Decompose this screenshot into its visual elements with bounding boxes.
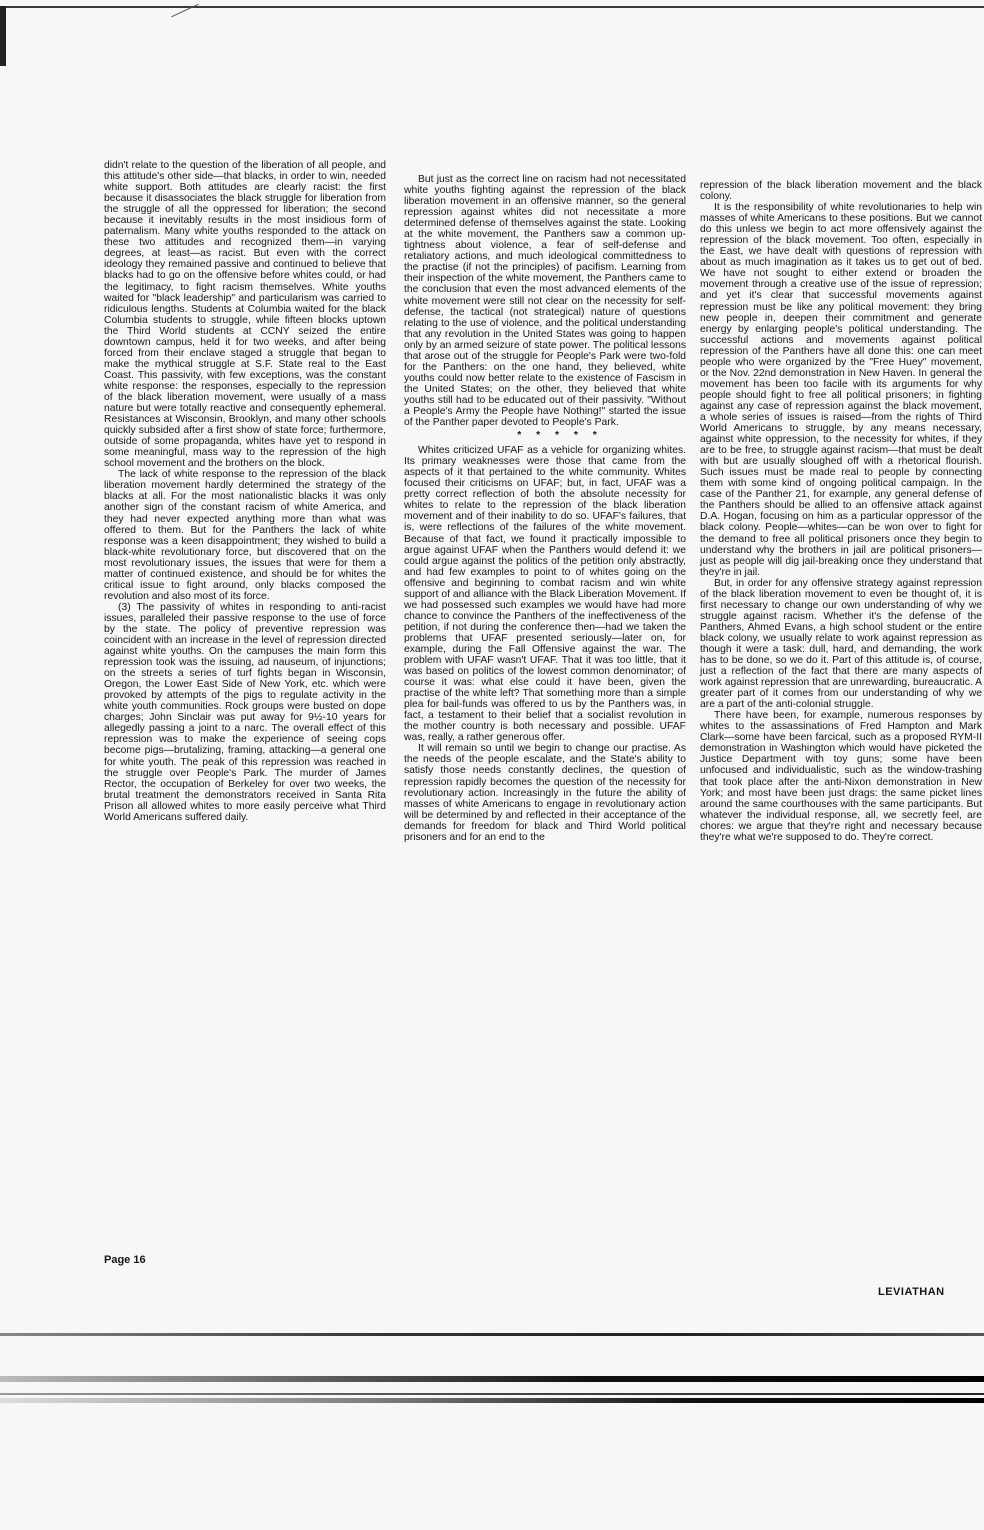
magazine-name: LEVIATHAN: [878, 1286, 945, 1298]
page-number: Page 16: [104, 1254, 146, 1266]
column-2: [404, 174, 686, 843]
paragraph: (3) The passivity of whites in responding to anti-racist issues, paralleled their passive response to the use of force by the state. The policy of preventive repression was coincident with an increase in the level of repression directed against white youths. On the campuses the main form this repression took was the issuing, ad nauseum, of injunctions; on the streets a series of turf fights began in Wisconsin, Oregon, the Lower East Side of New York, etc. which were provoked by attempts of the pigs to regulate activity in the white youth communities. Rock groups were busted on dope charges; John Sinclair was put away for 9½-10 years for allegedly passing a joint to a narc. The overall effect of this repression was to make the experience of seeing cops become pigs—brutalizing, framing, attacking—a general one for white youth. The peak of this repression was reached in the struggle over People's Park. The murder of James Rector, the occupation of Berkeley for over two weeks, the brutal treatment the demonstrators received in Santa Rita Prison all allowed whites to more easily perceive what Third World Americans suffered daily.: [104, 601, 386, 823]
paragraph: It will remain so until we begin to change our practise. As the needs of the people escalate, and the State's ability to satisfy those needs constantly declines, the question of repression rapidly becomes the question of the necessity for revolutionary action. Increasingly in the future the ability of masses of white Americans to engage in revolutionary action will be determined by and reflected in their acceptance of the demands for freedom for black and Third World political prisoners and for an end to the: [404, 743, 686, 843]
scan-artifact-line: [0, 1398, 984, 1403]
paragraph: It is the responsibility of white revolutionaries to help win masses of white Americans to these positions. But we cannot do this unless we begin to act more offensively against the repression of the black movement. Too often, especially in the East, we have dealt with questions of repression with about as much imagination as it takes us to get out of bed. We have not sought to either extend or broaden the movement through a creative use of the issue of repression; and yet it's clear that successful movements against repression must be like any political movement: they bring new people in, deepen their commitment and generate energy by enlarging people's political understanding. The successful actions and movements against political repression of the Panthers have all done this: one can meet people who were organized by the "Free Huey" movement, or the Nov. 22nd demonstration in New Haven. In general the movement has been too facile with its arguments for why people should fight to free all political prisoners; in fighting against any case of repression against the black movement, a whole series of issues is raised—from the rights of Third World Americans to struggle, by any means necessary, against white oppression, to the necessity for whites, if they are to be free, to struggle against racism—that must be dealt with but are usually sloughed off with a rhetorical flourish. Such issues must be made real to people by connecting them with some kind of ongoing political campaign. In the case of the Panther 21, for example, any general defense of the Panthers should be allied to an offensive attack against D.A. Hogan, focusing on him as a particular oppressor of the black colony. People—whites—can be won over to fight for the demand to free all political prisoners once they begin to understand why the brothers in jail are political prisoners—just as people will dig jail-breaking once they understand that they're in jail.: [700, 202, 982, 578]
scan-artifact-line: [0, 1393, 984, 1395]
paragraph: But just as the correct line on racism had not necessitated white youths fighting against the repression of the black liberation movement in an offensive manner, so the general repression against whites did not necessitate a more determined defense of themselves against the state. Looking at the white movement, the Panthers saw a common up-tightness about violence, a fear of self-defense and retaliatory actions, and much ideological committedness to the practise (if not the principles) of pacifism. Learning from their inspection of the white movement, the Panthers came to the conclusion that even the most advanced elements of the white movement were still not clear on the necessity for self-defense, the tactical (not strategical) nature of questions relating to the use of violence, and the political understanding that any revolution in the United States was going to happen only by an armed seizure of state power. The political lessons that arose out of the struggle for People's Park were two-fold for the Panthers: on the one hand, they believed, white youths could now better relate to the existence of Fascism in the United States; on the other, they believed that white youths still had to be educated out of their passivity. "Without a People's Army the People have Nothing!" started the issue of the Panther paper devoted to People's Park.: [404, 174, 686, 429]
section-break-stars: * * * * *: [517, 430, 603, 442]
scan-edge-mark: [0, 6, 6, 66]
paragraph: Whites criticized UFAF as a vehicle for organizing whites. Its primary weaknesses were those that came from the aspects of it that pertained to the white community. Whites focused their criticisms on UFAF; but, in fact, UFAF was a pretty correct reflection of both the absolute necessity for whites to relate to the repression of the black liberation movement and of their inability to do so. UFAF's failures, that is, were reflections of the failures of the white movement. Because of that fact, we found it practically impossible to argue against UFAF when the Panthers would defend it: we could argue against the politics of the petition only abstractly, and had few examples to point to of whites going on the offensive and beginning to combat racism and win white support of and alliance with the Black Liberation Movement. If we had possessed such examples we would have had more chance to convince the Panthers of the ineffectiveness of the petition, if not during the conference then—had we taken the problems that UFAF presented seriously—later on, for example, during the Fall Offensive against the war. The problem with UFAF wasn't UFAF. That it was too little, that it was based on politics of the lowest common denominator; of course it was: what else could it have been, given the practise of the white left? That something more than a simple plea for bail-funds was offered to us by the Panthers was, in fact, a testament to their belief that a socialist revolution in the mother country is both necessary and possible. UFAF was, really, a rather generous offer.: [404, 445, 686, 744]
paragraph: But, in order for any offensive strategy against repression of the black liberation movement to even be thought of, it is first necessary to change our own understanding of why we struggle against racism. Whether it's the defense of the Panthers, Ahmed Evans, a high school student or the entire black colony, we usually relate to work against repression as though it were a task: dull, hard, and demanding, the work has to be done, so we do it. Part of this attitude is, of course, just a reflection of the fact that there are many aspects of work against repression that are unrewarding, bureaucratic. A greater part of it comes from our understanding of why we are a part of the anti-colonial struggle.: [700, 577, 982, 711]
paragraph: repression of the black liberation movement and the black colony.: [700, 180, 982, 203]
column-3: [700, 180, 982, 843]
scan-artifact-line: [0, 1376, 984, 1382]
paragraph: didn't relate to the question of the liberation of all people, and this attitude's other side—that blacks, in order to win, needed white support. Both attitudes are clearly racist: the first because it disassociates the black struggle for liberation from the struggle of all the oppressed for liberation; the second because it inevitably results in the most insidious form of paternalism. Many white youths responded to the attack on these two attitudes and recognized them—in varying degrees, at least—as racist. But even with the correct ideology they remained passive and continued to believe that blacks had to go on the offensive before whites could, or had the legitimacy, to fight racism themselves. White youths waited for "black leadership" and particularism was carried to ridiculous lengths. Students at Columbia waited for the black Columbia students to struggle, while fifteen blocks uptown the Third World students at CCNY seized the entire downtown campus, held it for two weeks, and after being forced from their enclave staged a struggle that began to make the mythical struggle at S.F. State real to the East Coast. This passivity, with few exceptions, was the constant white response: the responses, especially to the repression of the black liberation movement, were usually of a mass nature but were totally reactive and consequently ephemeral. Resistances at Wisconsin, Brooklyn, and many other schools quickly subsided after a first show of state force; furthermore, outside of some propaganda, whites have yet to respond in some meaningful, mass way to the repression of the high school movement and the brothers on the block.: [104, 160, 386, 470]
scan-border-top: [0, 6, 984, 8]
paragraph: The lack of white response to the repression of the black liberation movement hardly determined the strategy of the blacks at all. For the most nationalistic blacks it was only another sign of the constant racism of white America, and they had never expected anything more than what was offered to them. But for the Panthers the lack of white response was a keen disappointment; they wished to build a black-white revolutionary force, but discovered that on the most revolutionary issues, the issues that were for them a matter of continued existence, and should be for whites the critical issue to fight around, only blacks composed the revolution and also most of its force.: [104, 469, 386, 602]
column-1: [104, 160, 386, 823]
scan-artifact-line: [0, 1333, 984, 1336]
paragraph: There have been, for example, numerous responses by whites to the assassinations of Fred Hampton and Mark Clark—some have been farcical, such as a proposed RYM-II demonstration in Washington which would have picketed the Justice Department with toy guns; some have been unfocused and individualistic, such as the window-trashing that took place after the anti-Nixon demonstration in New York; and most have been just drags: the same picket lines around the same courthouses with the same participants. But whatever the individual response, all, we secretly feel, are chores: we argue that they're right and necessary because they're what we're supposed to do. They're correct.: [700, 710, 982, 843]
